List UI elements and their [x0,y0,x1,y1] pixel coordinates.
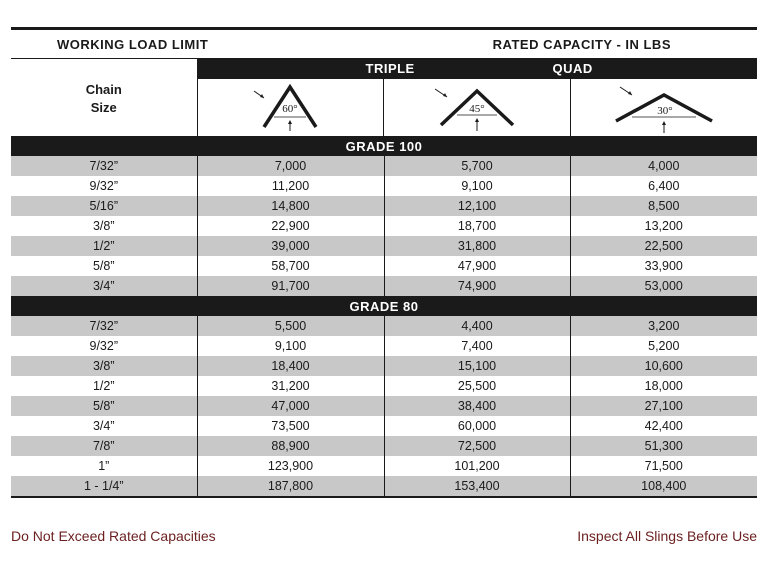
chain-size-cell: 7/32” [11,156,197,176]
quad-label: QUAD [552,61,593,76]
table-title-row [11,30,757,59]
sling-angle-60-icon [250,81,330,135]
angle-60-cell [198,79,385,136]
capacity-cell: 18,700 [384,216,570,236]
column-header-row [11,59,757,136]
table-row [11,456,757,476]
chain-size-cell: 7/32” [11,316,197,336]
table-row [11,416,757,436]
capacity-cell: 101,200 [384,456,570,476]
angle-45-label: 45° [469,102,485,115]
capacity-cell: 47,900 [384,256,570,276]
table-row [11,196,757,216]
grade-sections [11,136,757,496]
capacity-cell: 31,800 [384,236,570,256]
sling-angle-45-icon [427,81,527,135]
chain-size-header [11,59,197,136]
capacity-cell: 15,100 [384,356,570,376]
angle-30-cell [571,79,757,136]
capacity-cell: 25,500 [384,376,570,396]
capacity-cell: 73,500 [197,416,384,436]
table-row [11,376,757,396]
capacity-cell: 9,100 [384,176,570,196]
chain-size-cell: 9/32” [11,336,197,356]
sling-type-bar [198,59,758,79]
capacity-cell: 4,400 [384,316,570,336]
chain-label: Chain [85,82,122,97]
table-row [11,336,757,356]
chain-size-cell: 3/8” [11,216,197,236]
capacity-cell: 4,000 [570,156,757,176]
capacity-cell: 9,100 [197,336,384,356]
chain-size-cell: 1 - 1/4” [11,476,197,496]
capacity-cell: 38,400 [384,396,570,416]
capacity-cell: 14,800 [197,196,384,216]
capacity-table [11,59,757,496]
angle-30-label: 30° [657,104,673,117]
grade-label: GRADE 80 [11,296,757,316]
capacity-cell: 187,800 [197,476,384,496]
working-load-limit-title: WORKING LOAD LIMIT [57,36,209,52]
grade-label: GRADE 100 [11,136,757,156]
capacity-cell: 8,500 [570,196,757,216]
chain-size-cell: 1/2” [11,236,197,256]
capacity-cell: 5,200 [648,339,680,353]
capacity-cell: 123,900 [197,456,384,476]
footer-warning-left: Do Not Exceed Rated Capacities [11,528,216,544]
table-row [11,276,757,296]
chain-size-cell: 3/8” [11,356,197,376]
capacity-cell: 60,000 [384,416,570,436]
table-row [11,236,757,256]
table-row [11,476,757,496]
capacity-cell: 7,400 [384,336,570,356]
capacity-cell: 7,000 [197,156,384,176]
capacity-cell: 3,200 [570,316,757,336]
load-limit-table [11,27,757,498]
capacity-cell: 42,400 [644,419,683,433]
table-row [11,176,757,196]
capacity-cell: 47,000 [197,396,384,416]
chain-size-cell: 1/2” [11,376,197,396]
capacity-cell: 10,600 [570,356,757,376]
capacity-cell: 33,900 [644,259,683,273]
capacity-cell: 22,500 [570,236,757,256]
capacity-cell: 5,500 [197,316,384,336]
capacity-cell: 51,300 [570,436,757,456]
capacity-cell: 108,400 [570,476,757,496]
table-row [11,256,757,276]
bottom-rule [11,496,757,498]
capacity-cell: 91,700 [197,276,384,296]
capacity-cell: 6,400 [648,179,680,193]
table-row [11,216,757,236]
chain-size-cell: 5/16” [11,196,197,216]
rated-capacity-title: RATED CAPACITY - IN LBS [492,36,671,52]
capacity-cell: 58,700 [197,256,384,276]
chain-size-cell: 7/8” [11,436,197,456]
capacity-cell: 5,700 [384,156,570,176]
angle-diagrams [198,79,758,136]
table-row [11,396,757,416]
grade-header-row [11,296,757,316]
capacity-cell: 31,200 [197,376,384,396]
capacity-cell: 13,200 [644,219,683,233]
chain-size-cell: 5/8” [11,256,197,276]
capacity-cell: 74,900 [384,276,570,296]
table-row [11,156,757,176]
chain-size-cell: 3/4” [11,276,197,296]
capacity-cell: 27,100 [570,396,757,416]
table-row [11,436,757,456]
capacity-cell: 18,400 [197,356,384,376]
angle-45-cell [384,79,571,136]
angle-60-label: 60° [282,102,299,115]
capacity-cell: 71,500 [644,459,683,473]
chain-size-cell: 9/32” [11,176,197,196]
capacity-cell: 88,900 [197,436,384,456]
angle-header [197,59,757,136]
sling-angle-30-icon [604,81,724,135]
capacity-cell: 11,200 [197,176,384,196]
chain-size-cell: 5/8” [11,396,197,416]
capacity-cell: 153,400 [384,476,570,496]
capacity-cell: 18,000 [644,379,683,393]
footer-warning-right: Inspect All Slings Before Use [577,528,757,544]
capacity-cell: 39,000 [197,236,384,256]
chain-size-cell: 3/4” [11,416,197,436]
chain-size-cell: 1” [11,456,197,476]
table-row [11,356,757,376]
capacity-cell: 72,500 [384,436,570,456]
table-row [11,316,757,336]
capacity-cell: 22,900 [197,216,384,236]
capacity-cell: 12,100 [384,196,570,216]
capacity-cell: 53,000 [570,276,757,296]
triple-label: TRIPLE [365,61,415,76]
grade-header-row [11,136,757,156]
size-label: Size [90,100,117,115]
